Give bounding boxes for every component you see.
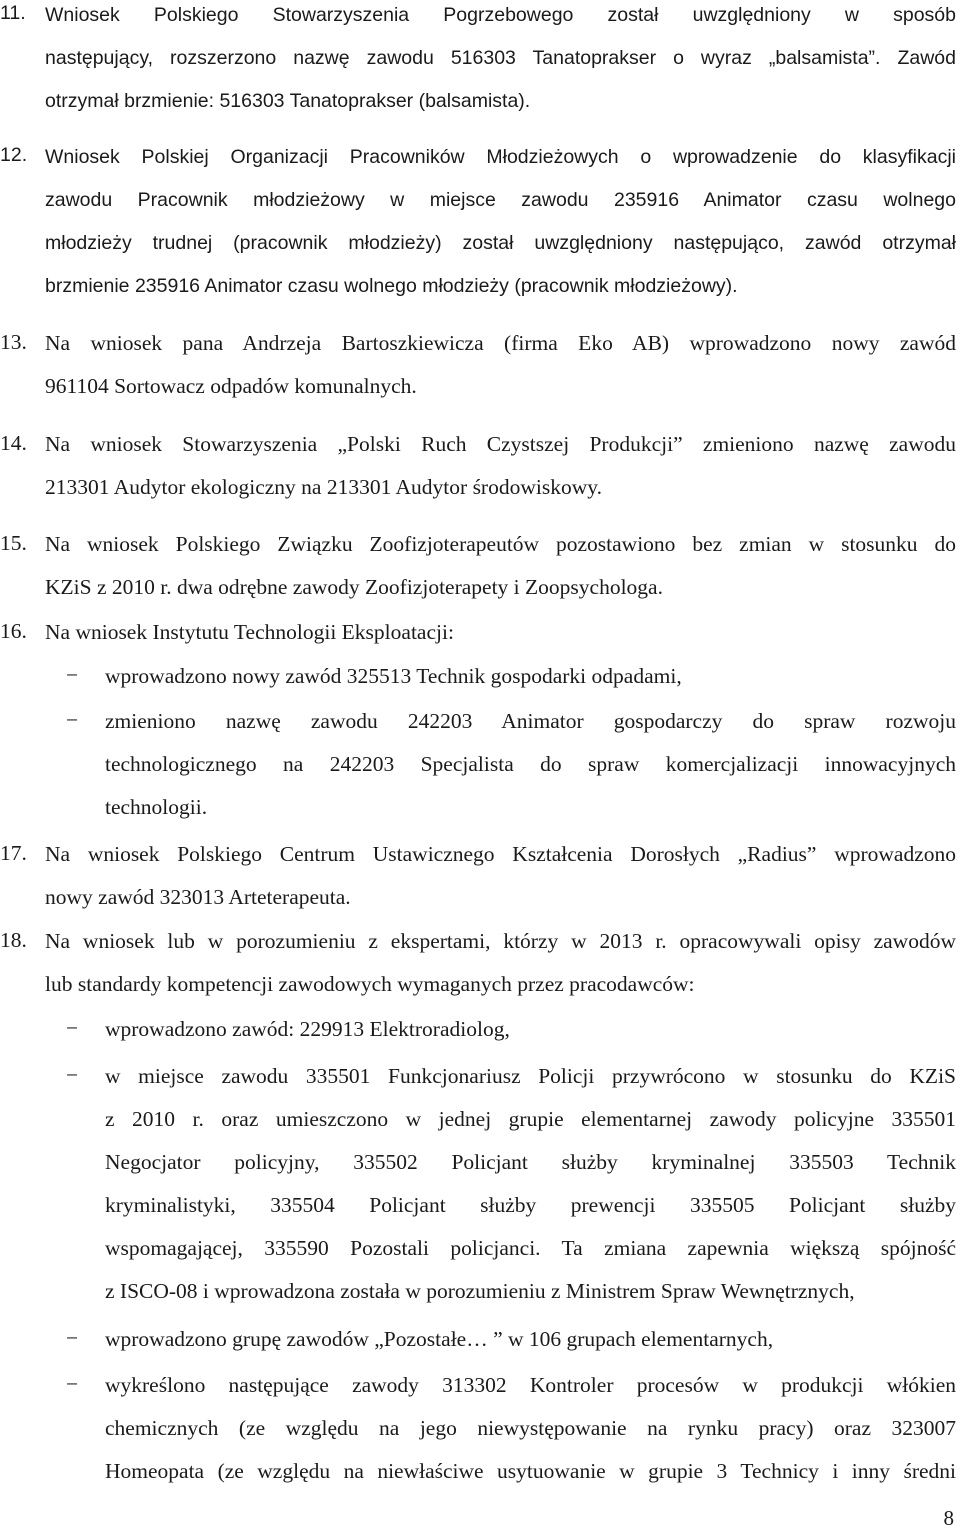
text-line: Na wniosek pana Andrzeja Bartoszkiewicza (firma Eko AB) wprowadzono nowy zawód — [45, 331, 956, 355]
dash-bullet: − — [66, 1326, 79, 1350]
text-line: 961104 Sortowacz odpadów komunalnych. — [45, 374, 417, 398]
text-line: młodzieży trudnej (pracownik młodzieży) został uwzględniony następująco, zawód otrzymał — [45, 232, 956, 254]
item-number: 18. — [0, 928, 27, 952]
item-text — [45, 841, 956, 927]
text-line: kryminalistyki, 335504 Policjant służby prewencji 335505 Policjant służby — [105, 1193, 956, 1217]
text-line: z 2010 r. oraz umieszczono w jednej grupie elementarnej zawody policyjne 335501 — [105, 1107, 956, 1131]
text-line: Negocjator policyjny, 335502 Policjant służby kryminalnej 335503 Technik — [105, 1150, 956, 1174]
sub-item-text — [105, 1063, 956, 1321]
sub-item-text — [105, 663, 956, 706]
sub-item-text — [105, 708, 956, 837]
item-number: 17. — [0, 841, 27, 865]
text-line: Na wniosek Polskiego Związku Zoofizjoterapeutów pozostawiono bez zmian w stosunku do — [45, 532, 956, 556]
text-line: chemicznych (ze względu na jego niewystępowanie na rynku pracy) oraz 323007 — [105, 1416, 956, 1440]
text-line: nowy zawód 323013 Arteterapeuta. — [45, 885, 351, 909]
dash-bullet: − — [66, 1372, 79, 1396]
text-line: wprowadzono zawód: 229913 Elektroradiolog, — [105, 1017, 510, 1041]
text-line: 213301 Audytor ekologiczny na 213301 Audytor środowiskowy. — [45, 475, 602, 499]
text-line: Homeopata (ze względu na niewłaściwe usytuowanie w grupie 3 Technicy i inny średni — [105, 1459, 956, 1483]
text-line: wspomagającej, 335590 Pozostali policjanci. Ta zmiana zapewnia większą spójność — [105, 1236, 956, 1260]
text-line: technologicznego na 242203 Specjalista do spraw komercjalizacji innowacyjnych — [105, 752, 956, 776]
text-line: wprowadzono grupę zawodów „Pozostałe… ” w 106 grupach elementarnych, — [105, 1327, 774, 1351]
text-line: wykreślono następujące zawody 313302 Kontroler procesów w produkcji włókien — [105, 1373, 956, 1397]
item-text — [45, 928, 956, 1014]
item-number: 14. — [0, 431, 27, 455]
item-text — [45, 531, 956, 617]
dash-bullet: − — [66, 1063, 79, 1087]
sub-item-text — [105, 1016, 956, 1059]
item-text — [45, 431, 956, 517]
item-number: 16. — [0, 619, 27, 643]
item-number: 11. — [0, 2, 26, 24]
item-number: 15. — [0, 531, 27, 555]
text-line: Na wniosek Polskiego Centrum Ustawicznego Kształcenia Dorosłych „Radius” wprowadzono — [45, 842, 956, 866]
item-text — [45, 144, 956, 316]
text-line: w miejsce zawodu 335501 Funkcjonariusz Policji przywrócono w stosunku do KZiS — [105, 1064, 956, 1088]
text-line: z ISCO-08 i wprowadzona została w porozumieniu z Ministrem Spraw Wewnętrznych, — [105, 1279, 855, 1303]
text-line: brzmienie 235916 Animator czasu wolnego młodzieży (pracownik młodzieżowy). — [45, 275, 738, 297]
item-text — [45, 330, 956, 416]
sub-item-text — [105, 1372, 956, 1501]
text-line: Na wniosek Instytutu Technologii Eksploatacji: — [45, 620, 454, 644]
text-line: technologii. — [105, 795, 208, 819]
text-line: otrzymał brzmienie: 516303 Tanatoprakser (balsamista). — [45, 90, 531, 112]
text-line: Na wniosek Stowarzyszenia „Polski Ruch Czystszej Produkcji” zmieniono nazwę zawodu — [45, 432, 956, 456]
text-line: KZiS z 2010 r. dwa odrębne zawody Zoofizjoterapety i Zoopsychologa. — [45, 575, 663, 599]
dash-bullet: − — [66, 708, 79, 732]
item-text — [45, 619, 956, 662]
item-number: 12. — [0, 144, 28, 166]
item-number: 13. — [0, 330, 27, 354]
page-number: 8 — [943, 1506, 954, 1530]
text-line: Wniosek Polskiej Organizacji Pracowników Młodzieżowych o wprowadzenie do klasyfikacji — [45, 146, 956, 168]
item-text — [45, 2, 956, 131]
text-line: zawodu Pracownik młodzieżowy w miejsce zawodu 235916 Animator czasu wolnego — [45, 189, 956, 211]
text-line: zmieniono nazwę zawodu 242203 Animator gospodarczy do spraw rozwoju — [105, 709, 956, 733]
text-line: Wniosek Polskiego Stowarzyszenia Pogrzebowego został uwzględniony w sposób — [45, 4, 956, 26]
text-line: Na wniosek lub w porozumieniu z ekspertami, którzy w 2013 r. opracowywali opisy zawodów — [45, 929, 956, 953]
text-line: następujący, rozszerzono nazwę zawodu 516303 Tanatoprakser o wyraz „balsamista”. Zawód — [45, 47, 956, 69]
text-line: lub standardy kompetencji zawodowych wymaganych przez pracodawców: — [45, 972, 695, 996]
dash-bullet: − — [66, 1016, 79, 1040]
dash-bullet: − — [66, 663, 79, 687]
text-line: wprowadzono nowy zawód 325513 Technik gospodarki odpadami, — [105, 664, 682, 688]
sub-item-text — [105, 1326, 956, 1369]
